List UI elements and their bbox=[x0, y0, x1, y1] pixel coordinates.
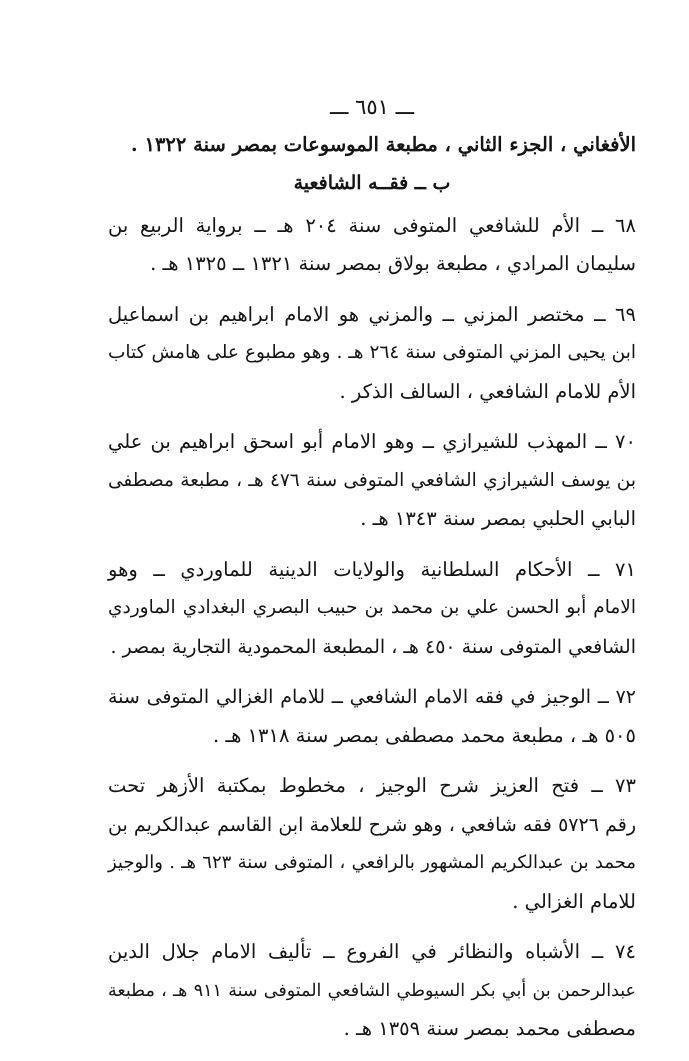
bibliography-entry bbox=[108, 551, 636, 667]
bibliography-entry bbox=[108, 207, 636, 284]
entry-line: الأم للامام الشافعي ، السالف الذكر . bbox=[339, 379, 636, 403]
entries-list bbox=[108, 207, 636, 1049]
entry-line: ٧٢ ــ الوجيز في فقه الامام الشافعي ــ للامام الغزالي المتوفى سنة bbox=[108, 686, 636, 708]
bibliography-entry bbox=[108, 296, 636, 412]
entry-line: ٧١ ــ الأحكام السلطانية والولايات الدينية للماوردي ــ وهو bbox=[108, 557, 636, 581]
entry-line: البابي الحلبي بمصر سنة ١٣٤٣ هـ . bbox=[360, 507, 636, 530]
entry-line: بن يوسف الشيرازي الشافعي المتوفى سنة ٤٧٦ هـ ، مطبعة مصطفى bbox=[108, 469, 636, 491]
document-page bbox=[108, 92, 636, 1061]
entry-line: ٧٣ ــ فتح العزيز شرح الوجيز ، مخطوط بمكتبة الأزهر تحت bbox=[108, 774, 636, 797]
page-number: ـــ ٦٥١ ـــ bbox=[329, 95, 415, 119]
entry-line: ٧٤ ــ الأشباه والنظائر في الفروع ــ تأليف الامام جلال الدين bbox=[108, 940, 636, 963]
entry-line: عبدالرحمن بن أبي بكر السيوطي الشافعي المتوفى سنة ٩١١ هـ ، مطبعة bbox=[108, 980, 636, 1001]
entry-line: محمد بن عبدالكريم المشهور بالرافعي ، المتوفى سنة ٦٢٣ هـ . والوجيز bbox=[108, 852, 636, 873]
entry-line: ٥٠٥ هـ ، مطبعة محمد مصطفى بمصر سنة ١٣١٨ هـ . bbox=[212, 723, 636, 747]
bibliography-entry bbox=[108, 933, 636, 1049]
entry-line: ٦٩ ــ مختصر المزني ــ والمزني هو الامام ابراهيم بن اسماعيل bbox=[108, 302, 636, 326]
bibliography-entry bbox=[108, 423, 636, 539]
entry-line: للامام الغزالي . bbox=[512, 889, 636, 913]
entry-line: الامام أبو الحسن علي بن محمد بن حبيب البصري البغدادي الماوردي bbox=[108, 597, 636, 618]
entry-line: ابن يحيى المزني المتوفى سنة ٢٦٤ هـ . وهو مطبوع على هامش كتاب bbox=[108, 342, 636, 363]
entry-line: الشافعي المتوفى سنة ٤٥٠ هـ ، المطبعة المحمودية التجارية بمصر . bbox=[110, 635, 636, 658]
bibliography-entry bbox=[108, 767, 636, 921]
bibliography-entry bbox=[108, 678, 636, 755]
entry-line: مصطفى محمد بمصر سنة ١٣٥٩ هـ . bbox=[343, 1017, 636, 1040]
intro-line: الأفغاني ، الجزء الثاني ، مطبعة الموسوعات بمصر سنة ١٣٢٢ . bbox=[130, 133, 636, 156]
entry-line: ٧٠ ــ المهذب للشيرازي ــ وهو الامام أبو اسحق ابراهيم بن علي bbox=[108, 430, 636, 453]
section-heading: ب ــ فقــه الشافعية bbox=[293, 171, 451, 194]
entry-line: سليمان المرادي ، مطبعة بولاق بمصر سنة ١٣٢١ ــ ١٣٢٥ هـ . bbox=[150, 252, 636, 275]
entry-line: ٦٨ ــ الأم للشافعي المتوفى سنة ٢٠٤ هـ ــ برواية الربيع بن bbox=[108, 213, 636, 237]
entry-line: رقم ٥٧٢٦ فقه شافعي ، وهو شرح للعلامة ابن القاسم عبدالكريم بن bbox=[108, 813, 636, 836]
